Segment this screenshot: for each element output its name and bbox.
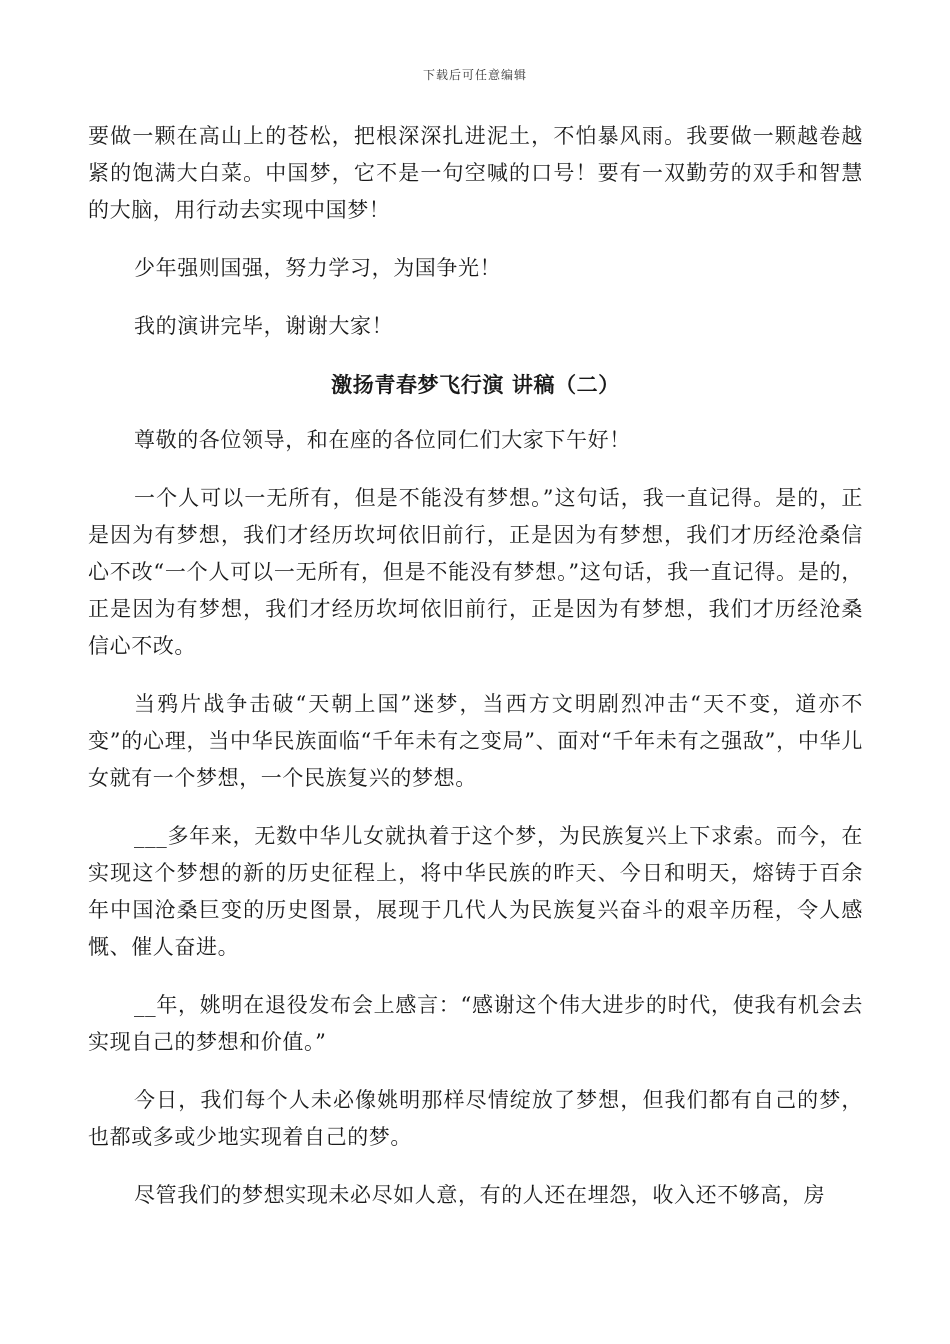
paragraph-6: 当鸦片战争击破“天朝上国”迷梦，当西方文明剧烈冲击“天不变，道亦不变”的心理，当中华民族面临“千年未有之变局”、面对“千年未有之强敌”，中华儿女就有一个梦想，一个民族复兴的梦想。 [88,692,863,790]
section-title: 激扬青春梦飞行演 讲稿（二） [331,372,620,397]
paragraph-7: ___多年来，无数中华儿女就执着于这个梦，为民族复兴上下求索。而今，在实现这个梦想的新的历史征程上，将中华民族的昨天、今日和明天，熔铸于百余年中国沧桑巨变的历史图景，展现于几代人为民族复兴奋斗的艰辛历程，令人感慨、催人奋进。 [88,824,863,959]
paragraph-10: 尽管我们的梦想实现未必尽如人意，有的人还在埋怨，收入还不够高，房 [134,1183,826,1207]
paragraph-1: 要做一颗在高山上的苍松，把根深深扎进泥土，不怕暴风雨。我要做一颗越卷越紧的饱满大白菜。中国梦，它不是一句空喊的口号！要有一双勤劳的双手和智慧的大脑，用行动去实现中国梦！ [88,124,863,222]
paragraph-8: __年，姚明在退役发布会上感言：“感谢这个伟大进步的时代，使我有机会去实现自己的梦想和价值。” [88,993,863,1054]
paragraph-9: 今日，我们每个人未必像姚明那样尽情绽放了梦想，但我们都有自己的梦，也都或多或少地实现着自己的梦。 [88,1088,863,1149]
paragraph-4: 尊敬的各位领导，和在座的各位同仁们大家下午好！ [134,428,631,452]
paragraph-3: 我的演讲完毕，谢谢大家！ [134,314,394,338]
paragraph-2: 少年强则国强，努力学习，为国争光！ [134,256,502,280]
page-header-note: 下载后可任意编辑 [422,68,527,82]
document-body [88,118,863,1235]
paragraph-5: 一个人可以一无所有，但是不能没有梦想。”这句话，我一直记得。是的，正是因为有梦想，我们才经历坎坷依旧前行，正是因为有梦想，我们才历经沧桑信心不改“一个人可以一无所有，但是不能没有梦想。”这句话，我一直记得。是的，正是因为有梦想，我们才经历坎坷依旧前行，正是因为有梦想，我们才历经沧桑信心不改。 [88,486,863,658]
